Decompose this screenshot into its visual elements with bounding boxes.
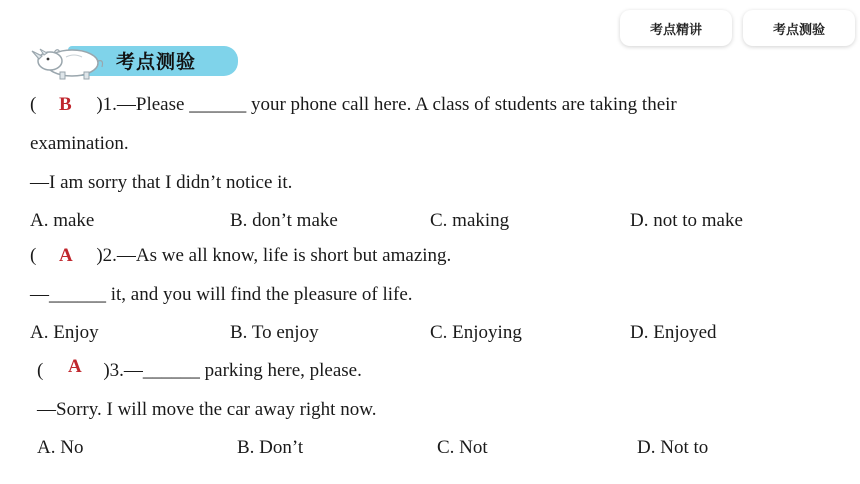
- rhino-icon: [30, 41, 112, 81]
- q1-option-b: B. don’t make: [230, 210, 338, 231]
- q2-reply: —______ it, and you will find the pleasure of life.: [30, 284, 413, 305]
- tab-kaodian-jingjiang[interactable]: 考点精讲: [620, 10, 732, 46]
- q2-text: )2.—As we all know, life is short but amazing.: [96, 245, 452, 266]
- section-title: 考点测验: [116, 51, 197, 73]
- q2-answer: A: [59, 245, 73, 266]
- q1-stem: [30, 94, 677, 116]
- q3-paren-open: (: [37, 360, 44, 381]
- q3-stem: [37, 360, 362, 382]
- q2-paren-open: (: [30, 245, 37, 266]
- q3-answer: A: [68, 356, 82, 377]
- q1-stem-cont: examination.: [30, 133, 129, 154]
- section-header: [30, 41, 210, 79]
- q1-reply: —I am sorry that I didn’t notice it.: [30, 172, 293, 193]
- q1-answer: B: [59, 94, 72, 115]
- q3-reply: —Sorry. I will move the car away right now.: [37, 399, 377, 420]
- q3-option-b: B. Don’t: [237, 437, 304, 458]
- q3-text: )3.—______ parking here, please.: [103, 360, 362, 381]
- tab-kaodian-ceyan[interactable]: 考点测验: [743, 10, 855, 46]
- q2-option-b: B. To enjoy: [230, 322, 319, 343]
- q3-option-d: D. Not to: [637, 437, 709, 458]
- q1-text: )1.—Please ______ your phone call here. A class of students are taking their: [96, 94, 677, 115]
- q2-stem: [30, 245, 451, 267]
- q3-option-c: C. Not: [437, 437, 488, 458]
- q2-option-c: C. Enjoying: [430, 322, 522, 343]
- q2-option-a: A. Enjoy: [30, 322, 99, 343]
- q1-option-d: D. not to make: [630, 210, 743, 231]
- q3-option-a: A. No: [37, 437, 84, 458]
- q1-paren-open: (: [30, 94, 37, 115]
- q2-option-d: D. Enjoyed: [630, 322, 717, 343]
- q1-option-c: C. making: [430, 210, 510, 231]
- q1-option-a: A. make: [30, 210, 95, 231]
